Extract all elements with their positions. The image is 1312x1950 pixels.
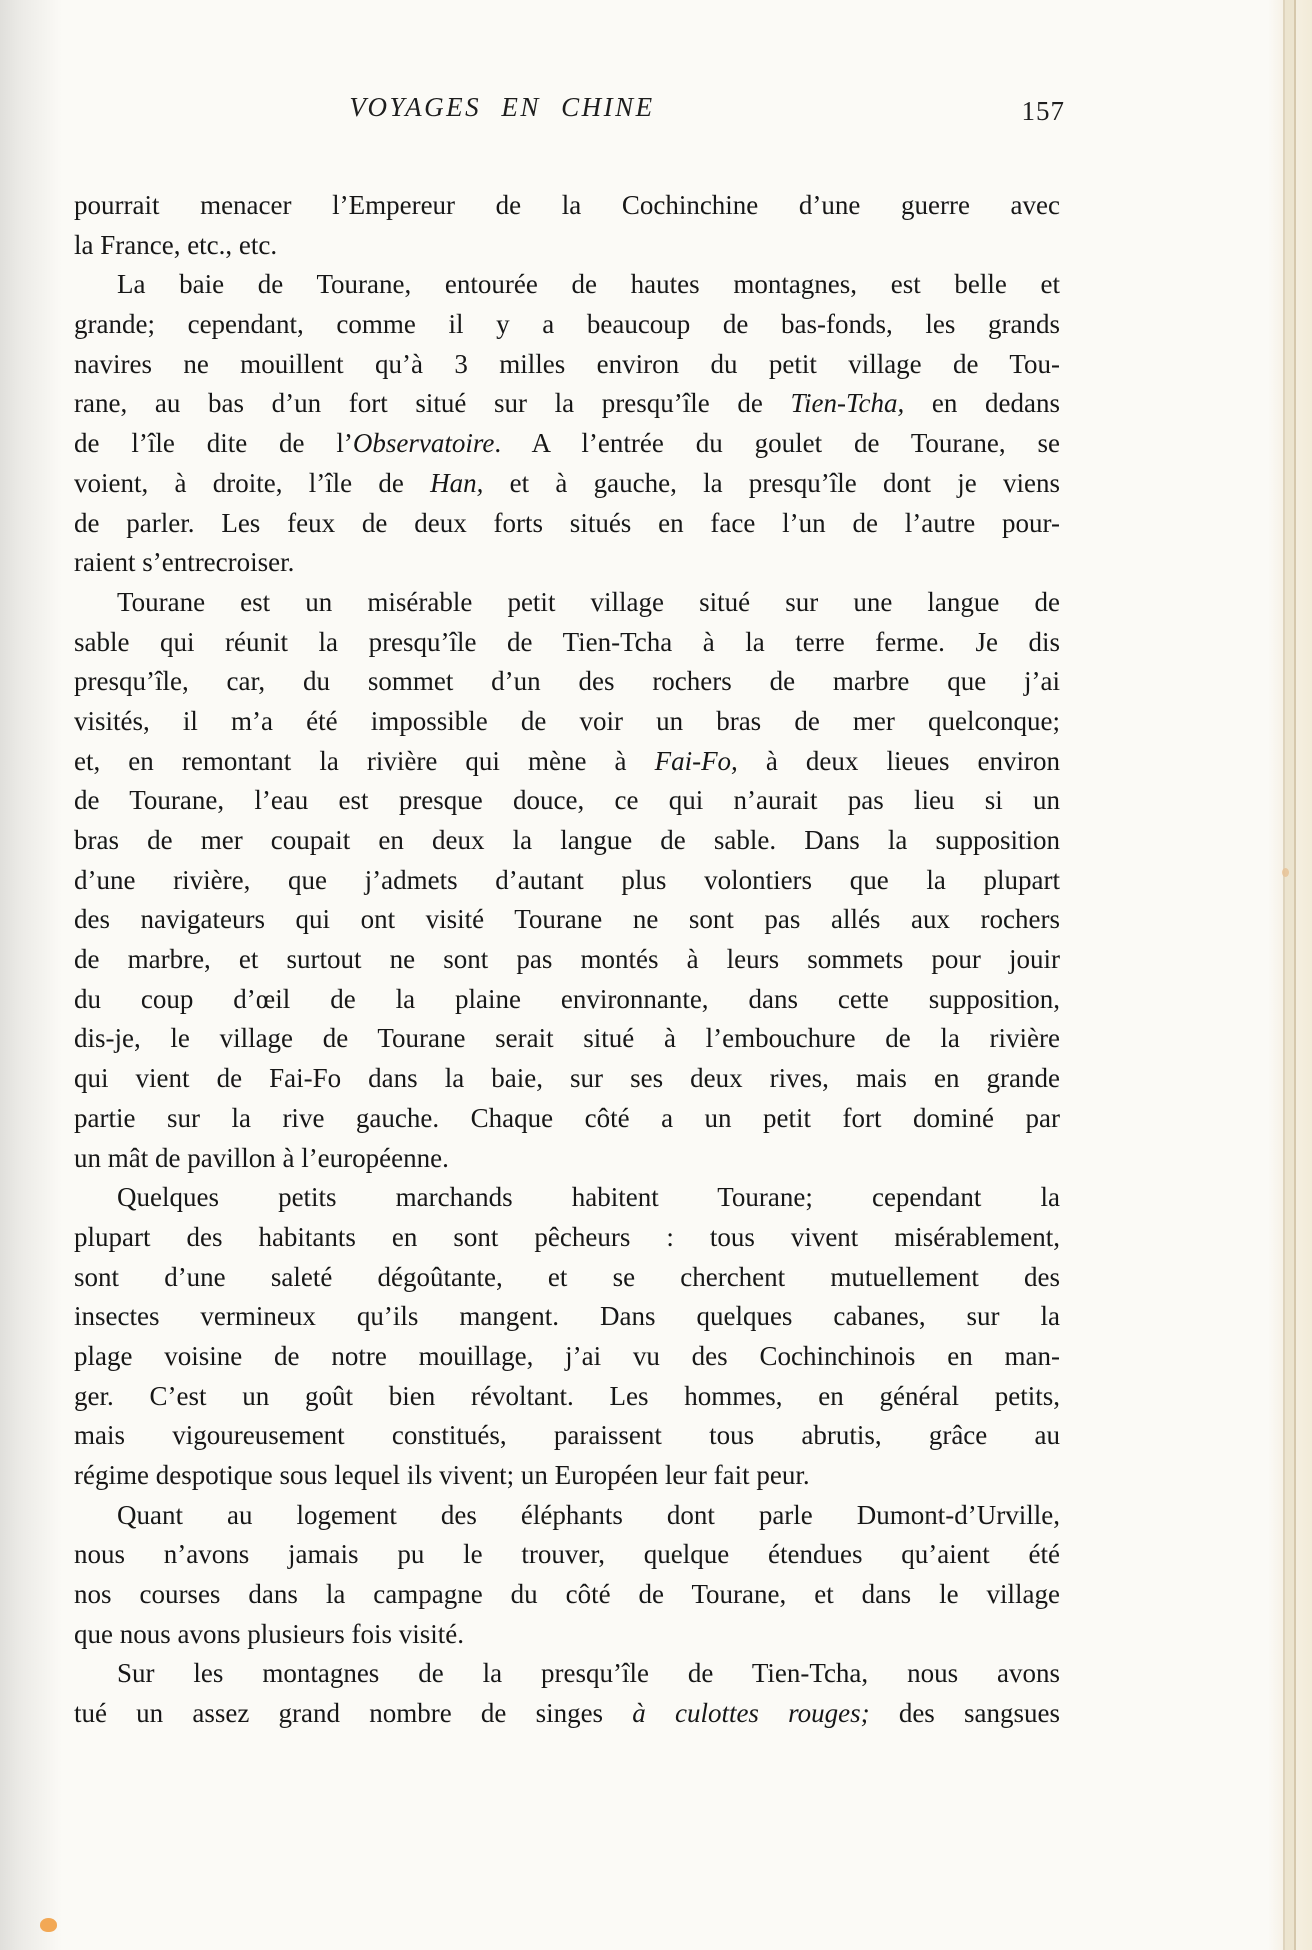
text-segment: pourrait menacer l’Empereur de la Cochinchine d’une guerre avec [74, 190, 1060, 220]
text-line [74, 742, 1060, 782]
text-line [74, 1297, 1060, 1337]
text-segment: de parler. Les feux de deux forts situés en face l’un de l’autre pour- [74, 507, 1060, 538]
text-segment: mais vigoureusement constitués, paraissent tous abrutis, grâce au [74, 1420, 1060, 1451]
text-segment: Quelques petits marchands habitent Tourane; cependant la [117, 1182, 1060, 1213]
text-segment: et à gauche, la presqu’île dont je viens [483, 467, 1060, 498]
corner-dot-artifact [40, 1918, 57, 1932]
text-segment: à deux lieues environ [737, 745, 1060, 776]
text-line [74, 226, 1060, 266]
text-segment: tué un assez grand nombre de singes [74, 1698, 633, 1729]
text-segment: qui vient de Fai-Fo dans la baie, sur ses deux rives, mais en grande [74, 1063, 1060, 1094]
text-line [74, 1099, 1060, 1139]
text-line [74, 1059, 1060, 1099]
italic-text-segment: Han, [430, 467, 484, 498]
text-segment: voient, à droite, l’île de [74, 467, 431, 498]
italic-text-segment: Fai-Fo, [654, 745, 738, 776]
text-segment: visités, il m’a été impossible de voir un bras de mer quelconque; [74, 705, 1060, 736]
text-line [74, 1575, 1060, 1615]
page-edge-shadow-left [0, 0, 62, 1950]
text-segment: des sangsues [869, 1698, 1060, 1729]
text-segment: du coup d’œil de la plaine environnante, dans cette supposition, [74, 983, 1060, 1014]
text-line [74, 1139, 1060, 1179]
text-segment: dis-je, le village de Tourane serait situé à l’embouchure de la rivière [74, 1023, 1060, 1054]
text-line [74, 543, 1060, 583]
text-line [74, 702, 1060, 742]
text-line [74, 1218, 1060, 1258]
text-line [74, 980, 1060, 1020]
text-segment: partie sur la rive gauche. Chaque côté a un petit fort dominé par [74, 1102, 1060, 1133]
text-segment: régime despotique sous lequel ils vivent; un Européen leur fait peur. [74, 1460, 810, 1490]
text-line [74, 265, 1060, 305]
body-text [74, 186, 1060, 1734]
text-line [74, 424, 1060, 464]
text-segment: grande; cependant, comme il y a beaucoup de bas-fonds, les grands [74, 309, 1060, 340]
text-segment: que nous avons plusieurs fois visité. [74, 1618, 464, 1649]
text-line [74, 1377, 1060, 1417]
text-segment: sont d’une saleté dégoûtante, et se cherchent mutuellement des [74, 1261, 1060, 1292]
speck-artifact [1282, 868, 1289, 877]
text-segment: plage voisine de notre mouillage, j’ai vu des Cochinchinois en man- [74, 1340, 1060, 1371]
text-line [74, 464, 1060, 504]
text-segment: Quant au logement des éléphants dont parle Dumont-d’Urville, [117, 1499, 1060, 1530]
text-segment: bras de mer coupait en deux la langue de sable. Dans la supposition [74, 825, 1060, 855]
text-line [74, 504, 1060, 544]
text-line [74, 861, 1060, 901]
page-number: 157 [1021, 96, 1065, 126]
text-segment: d’une rivière, que j’admets d’autant plus volontiers que la plupart [74, 864, 1060, 895]
text-line [74, 1456, 1060, 1496]
text-segment: nous n’avons jamais pu le trouver, quelque étendues qu’aient été [74, 1539, 1060, 1570]
text-line [74, 1337, 1060, 1377]
text-segment: des navigateurs qui ont visité Tourane ne sont pas allés aux rochers [74, 904, 1060, 935]
text-segment: navires ne mouillent qu’à 3 milles environ du petit village de Tou- [74, 348, 1060, 379]
text-line [74, 1496, 1060, 1536]
text-line [74, 623, 1060, 663]
text-segment: un mât de pavillon à l’européenne. [74, 1142, 449, 1173]
text-line [74, 384, 1060, 424]
text-line [74, 1416, 1060, 1456]
text-line [74, 1258, 1060, 1298]
text-line [74, 900, 1060, 940]
text-line [74, 186, 1060, 226]
italic-text-segment: Observatoire [352, 428, 495, 459]
text-line [74, 1694, 1060, 1734]
text-segment: en dedans [904, 388, 1060, 419]
text-segment: et, en remontant la rivière qui mène à [74, 745, 655, 776]
text-line [74, 781, 1060, 821]
text-line [74, 821, 1060, 861]
text-segment: presqu’île, car, du sommet d’un des rochers de marbre que j’ai [74, 666, 1060, 697]
page-edge-right [1268, 0, 1312, 1950]
text-line [74, 1615, 1060, 1655]
text-segment: ger. C’est un goût bien révoltant. Les hommes, en général petits, [74, 1380, 1060, 1411]
text-line [74, 1019, 1060, 1059]
text-segment: la France, etc., etc. [74, 229, 278, 260]
text-line [74, 305, 1060, 345]
text-segment: plupart des habitants en sont pêcheurs : tous vivent misérablement, [74, 1221, 1060, 1252]
text-line [74, 345, 1060, 385]
text-line [74, 1178, 1060, 1218]
text-line [74, 662, 1060, 702]
italic-text-segment: Tien-Tcha, [790, 388, 905, 419]
text-segment: sable qui réunit la presqu’île de Tien-Tcha à la terre ferme. Je dis [74, 626, 1060, 657]
text-line [74, 940, 1060, 980]
text-segment: . A l’entrée du goulet de Tourane, se [494, 428, 1060, 459]
text-segment: insectes vermineux qu’ils mangent. Dans quelques cabanes, sur la [74, 1301, 1060, 1332]
text-segment: Sur les montagnes de la presqu’île de Tien-Tcha, nous avons [117, 1658, 1060, 1689]
text-line [74, 1654, 1060, 1694]
text-segment: nos courses dans la campagne du côté de Tourane, et dans le village [74, 1579, 1060, 1610]
italic-text-segment: à culottes rouges; [632, 1698, 870, 1729]
text-segment: La baie de Tourane, entourée de hautes montagnes, est belle et [117, 269, 1060, 300]
text-segment: rane, au bas d’un fort situé sur la presqu’île de [74, 388, 791, 419]
text-segment: raient s’entrecroiser. [74, 547, 295, 578]
text-line [74, 583, 1060, 623]
text-segment: de Tourane, l’eau est presque douce, ce qui n’aurait pas lieu si un [74, 785, 1060, 816]
running-header: VOYAGES EN CHINE [349, 92, 655, 122]
text-segment: de l’île dite de l’ [74, 428, 353, 459]
text-line [74, 1535, 1060, 1575]
text-segment: de marbre, et surtout ne sont pas montés à leurs sommets pour jouir [74, 944, 1060, 975]
text-segment: Tourane est un misérable petit village situé sur une langue de [117, 586, 1060, 617]
